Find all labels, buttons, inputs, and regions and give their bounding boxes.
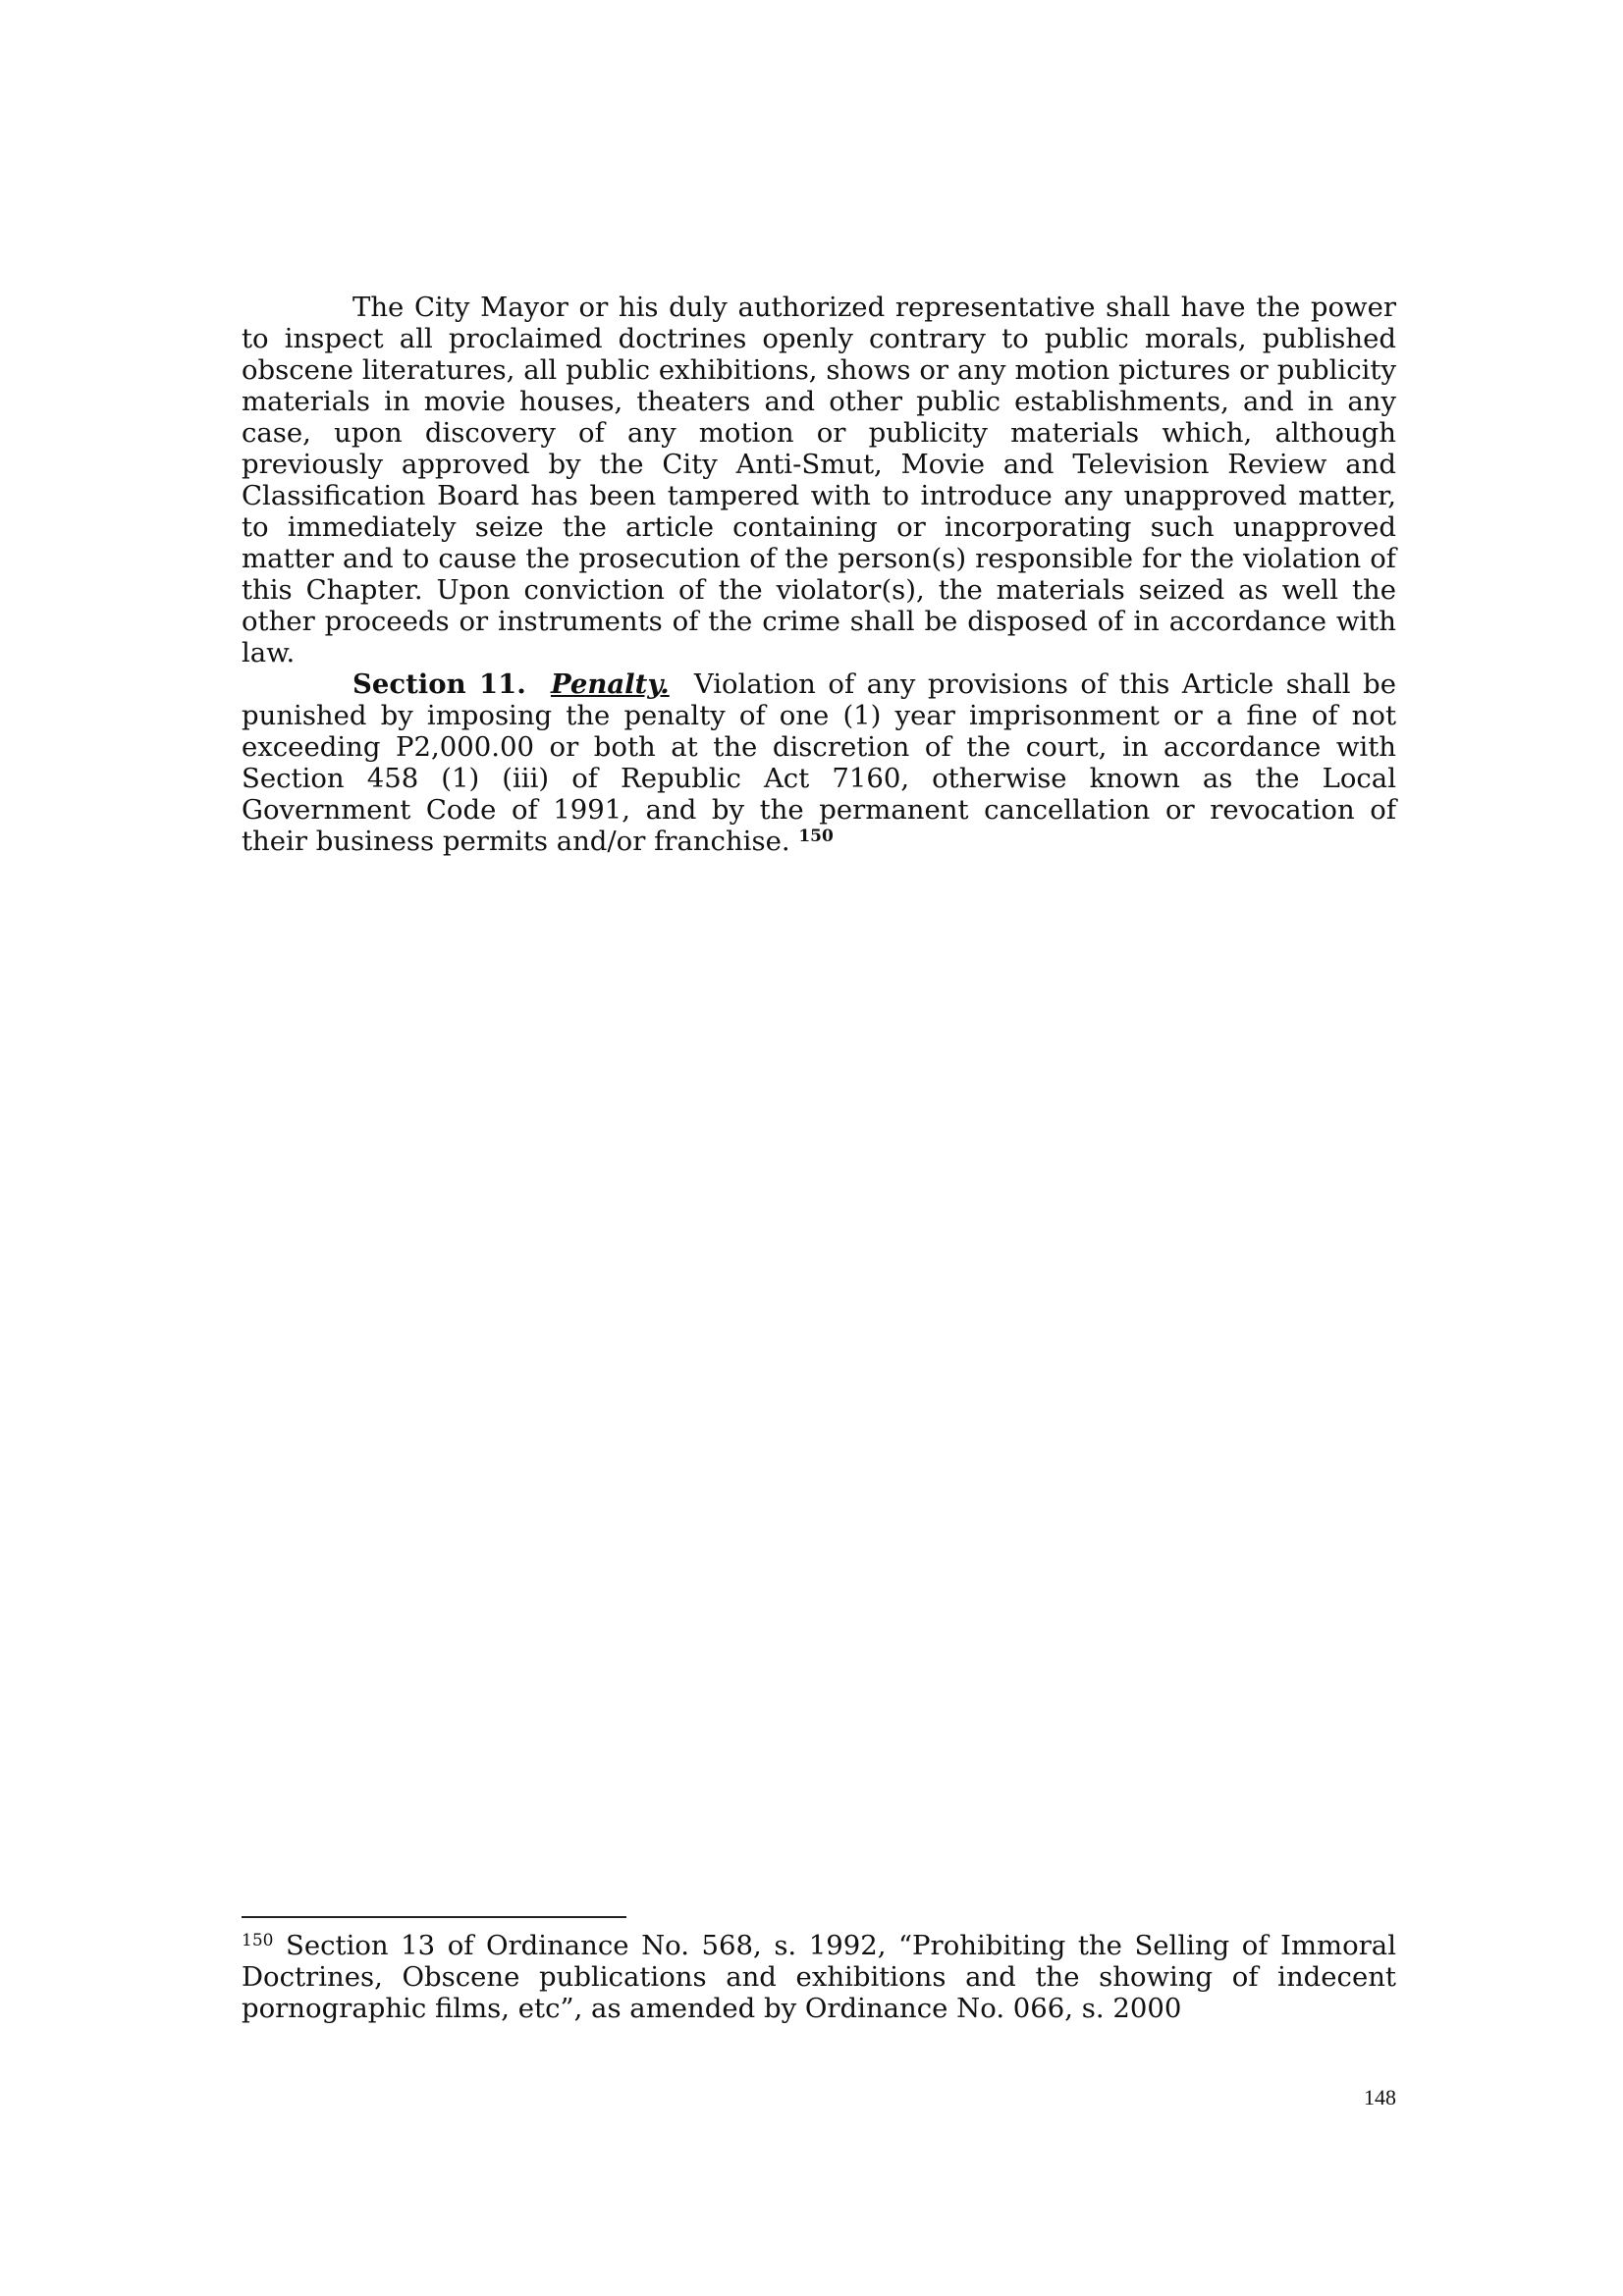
footnote-reference[interactable]: 150 (798, 827, 834, 846)
page-number: 148 (1364, 2085, 1396, 2109)
paragraph-mayor-powers-text: The City Mayor or his duly authorized representative shall have the power to inspect all proclaimed doctrines openly contrary to public morals, published obscene literatures, all public exhibitions, shows or any motion pictures or publicity materials in movie houses, theaters and other public establishments, and in any case, upon discovery of any motion or publicity materials which, although previously approved by the City Anti-Smut, Movie and Television Review and Classification Board has been tampered with to introduce any unapproved matter, to immediately seize the article containing or incorporating such unapproved matter and to cause the prosecution of the person(s) responsible for the violation of this Chapter. Upon conviction of the violator(s), the materials seized as well the other proceeds or instruments of the crime shall be disposed of in accordance with law. (242, 292, 1396, 668)
footnote-number: 150 (242, 1931, 274, 1950)
footnote-divider (242, 1916, 626, 1918)
section-11-paragraph (242, 668, 1396, 857)
footnote-text: Section 13 of Ordinance No. 568, s. 1992, “Prohibiting the Selling of Immoral Doctrines, Obscene publications and exhibitions and the showing of indecent pornographic films, etc”, as amended by Ordinance No. 066, s. 2000 (242, 1930, 1396, 2024)
footnote (242, 1930, 1396, 2024)
section-11-label: Section 11. (352, 668, 526, 700)
section-11-text: Violation of any provisions of this Article shall be punished by imposing the penalty of one (1) year imprisonment or a fine of not exceeding P2,000.00 or both at the discretion of the court, in accordance with Section 458 (1) (iii) of Republic Act 7160, otherwise known as the Local Government Code of 1991, and by the permanent cancellation or revocation of their business permits and/or franchise. (242, 668, 1397, 857)
section-11-title: Penalty. (550, 668, 670, 700)
paragraph-mayor-powers (242, 292, 1396, 668)
